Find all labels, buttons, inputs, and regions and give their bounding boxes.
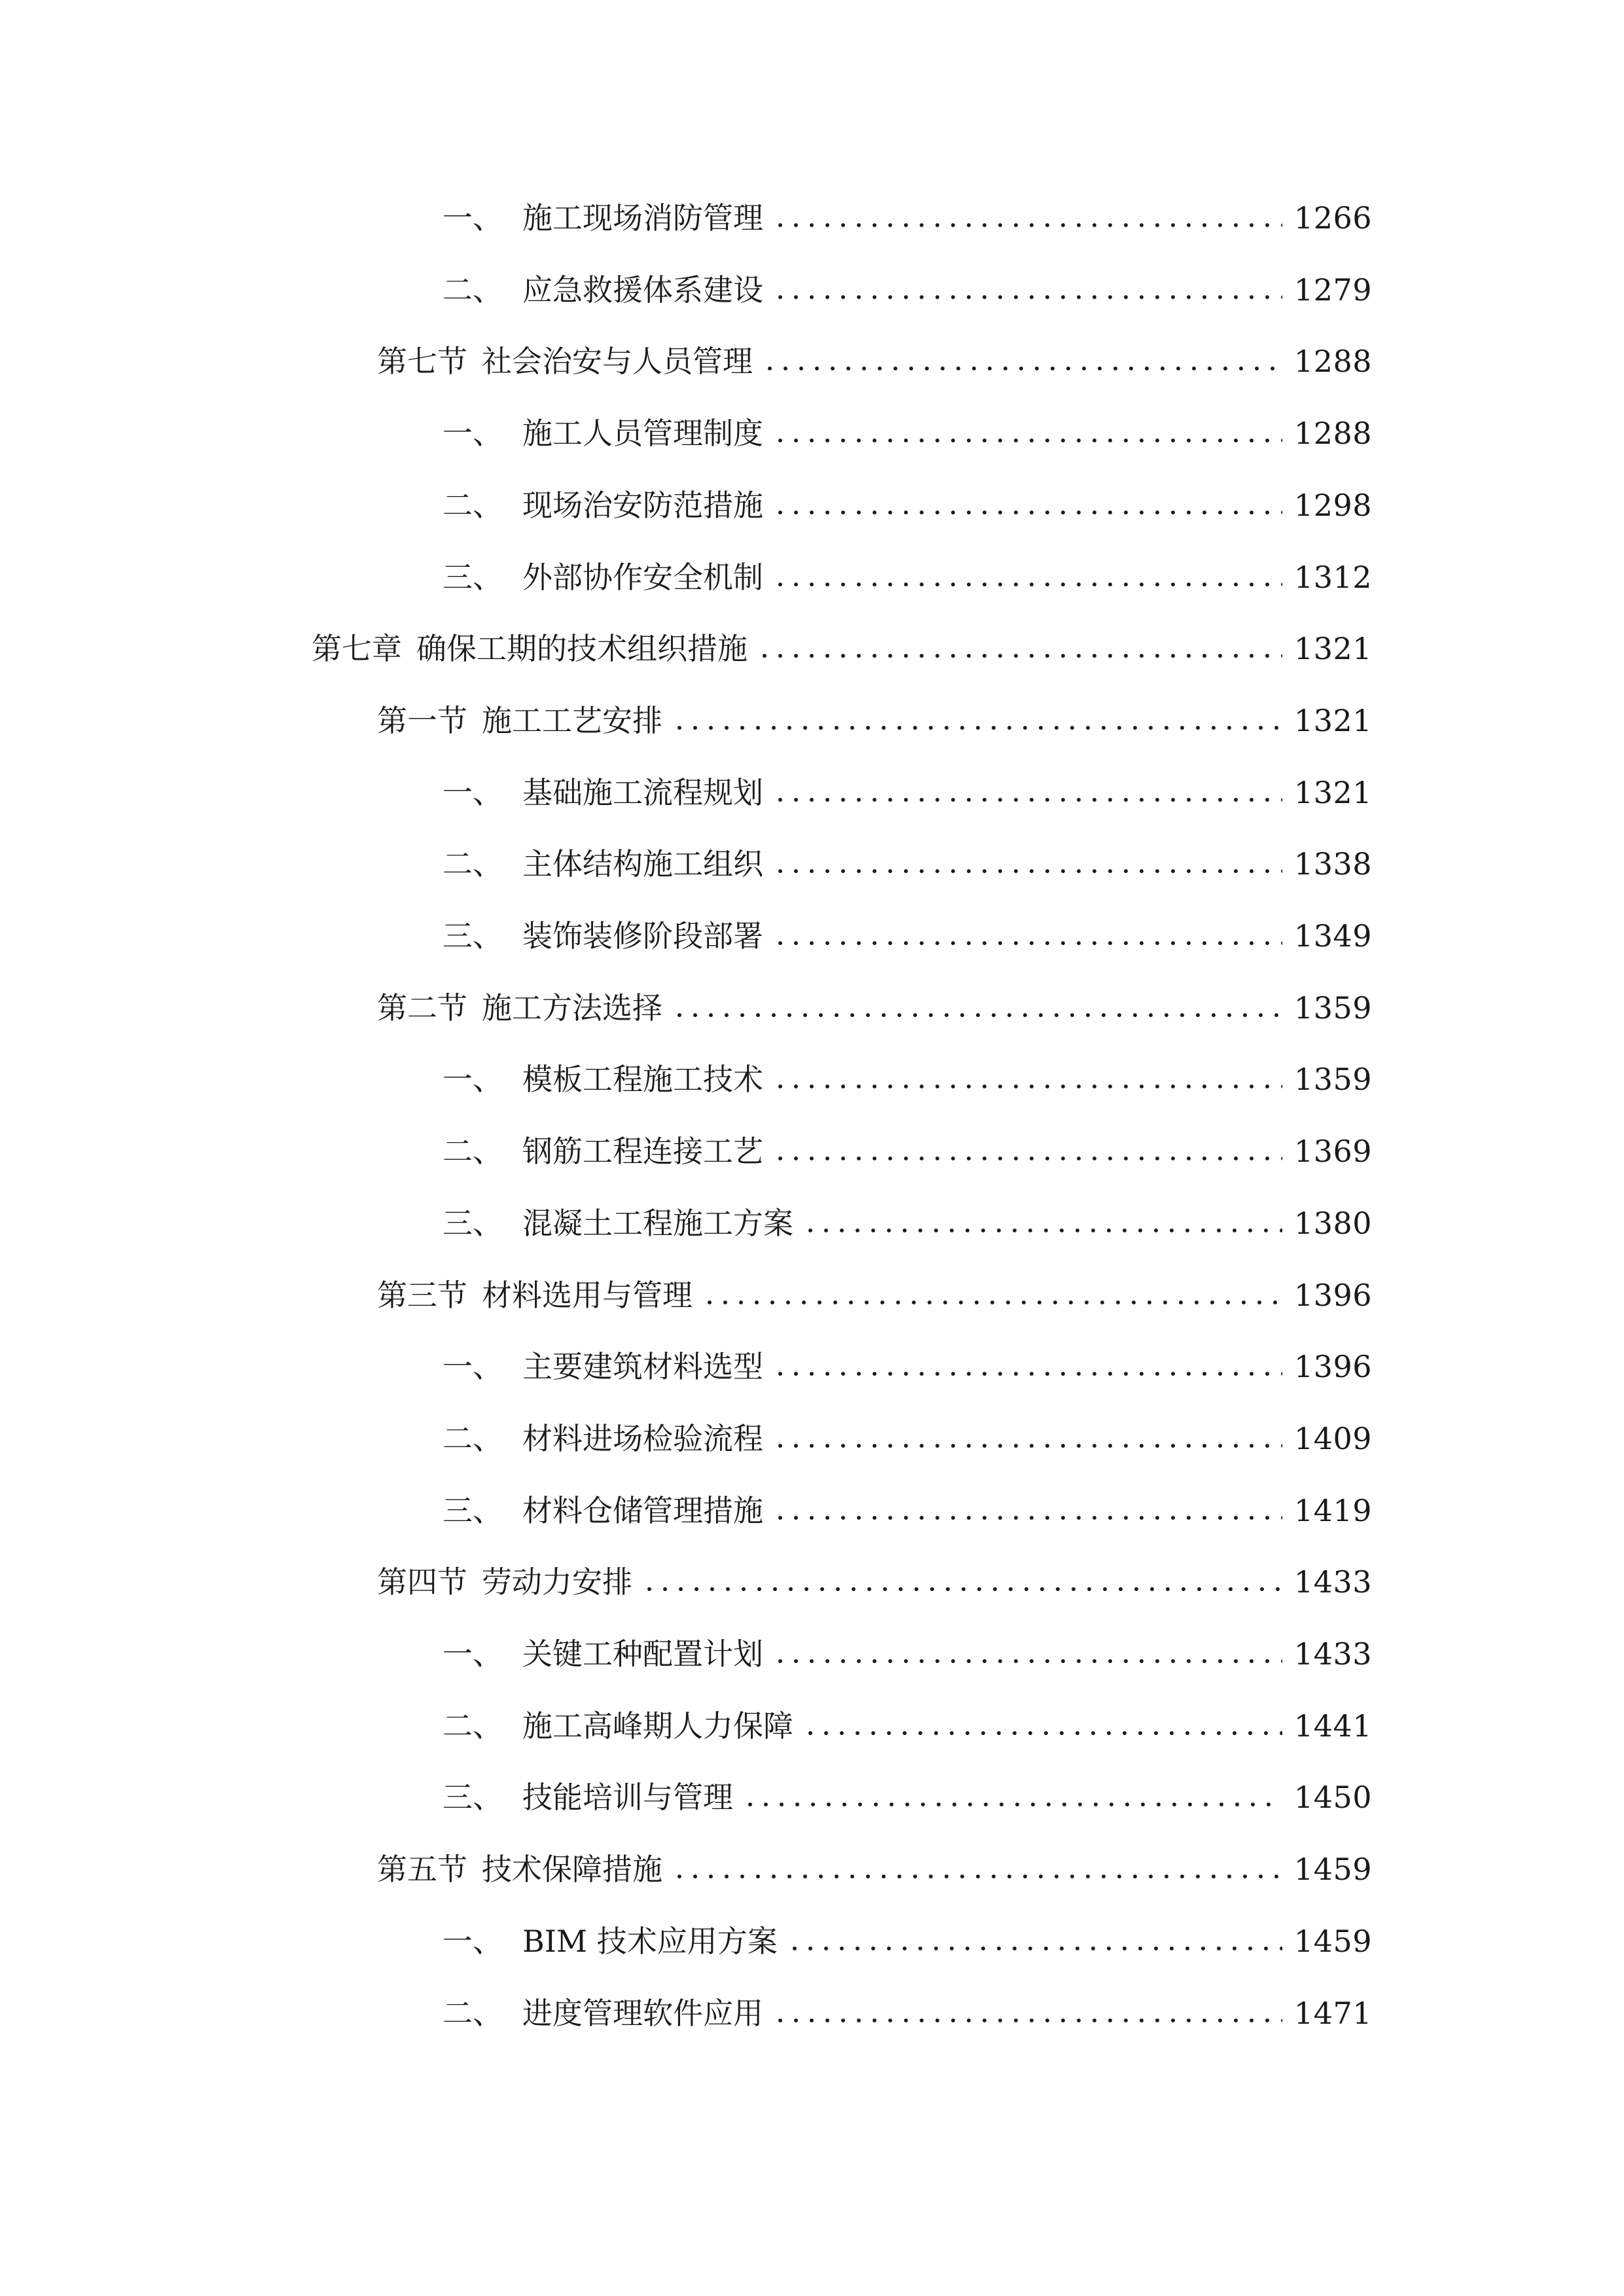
toc-entry[interactable] (442, 198, 1372, 238)
toc-entry-number: 第三节 (377, 1278, 467, 1313)
toc-entry-title: 应急救援体系建设 (522, 272, 763, 308)
toc-entry[interactable] (442, 270, 1372, 310)
toc-entry-number: 三、 (442, 1206, 503, 1241)
toc-entry[interactable] (442, 1419, 1372, 1458)
toc-entry-page-number: 1288 (1293, 344, 1372, 379)
toc-entry[interactable] (442, 916, 1372, 956)
toc-entry-title: 施工人员管理制度 (522, 416, 763, 451)
dot-leader (672, 1873, 1282, 1880)
toc-entry-number: 二、 (442, 1421, 503, 1456)
toc-entry-number: 二、 (442, 1708, 503, 1744)
toc-entry[interactable] (442, 1491, 1372, 1530)
toc-entry-label (377, 988, 662, 1028)
toc-entry-number: 三、 (442, 918, 503, 954)
dot-leader (772, 1515, 1282, 1521)
toc-entry-title: BIM 技术应用方案 (522, 1924, 778, 1959)
toc-entry-page-number: 1433 (1293, 1564, 1372, 1600)
toc-entry-label (442, 558, 763, 597)
dot-leader (772, 1658, 1282, 1664)
toc-entry-page-number: 1380 (1293, 1206, 1372, 1241)
toc-entry-page-number: 1321 (1293, 631, 1372, 666)
toc-entry-title: 模板工程施工技术 (522, 1062, 763, 1097)
toc-entry[interactable] (377, 1562, 1372, 1602)
toc-entry-label (442, 1634, 763, 1674)
toc-entry-title: 施工现场消防管理 (522, 200, 763, 236)
toc-entry-number: 三、 (442, 560, 503, 595)
toc-entry-page-number: 1409 (1293, 1421, 1372, 1456)
toc-entry-title: 施工高峰期人力保障 (522, 1708, 793, 1744)
toc-entry-number: 一、 (442, 1062, 503, 1097)
toc-entry-title: 材料选用与管理 (482, 1278, 693, 1313)
toc-entry-label (377, 1562, 632, 1602)
dot-leader (672, 1012, 1282, 1018)
toc-entry-title: 主要建筑材料选型 (522, 1349, 763, 1384)
toc-entry-page-number: 1266 (1293, 200, 1372, 236)
dot-leader (772, 437, 1282, 444)
toc-entry-number: 一、 (442, 200, 503, 236)
toc-entry-title: 技能培训与管理 (522, 1780, 733, 1815)
dot-leader (742, 1801, 1282, 1808)
toc-entry-title: 材料进场检验流程 (522, 1421, 763, 1456)
toc-entry-title: 钢筋工程连接工艺 (522, 1134, 763, 1169)
toc-entry-page-number: 1359 (1293, 1062, 1372, 1097)
toc-entry-label (377, 1850, 662, 1889)
toc-entry-label (442, 1060, 763, 1099)
toc-entry-number: 第一节 (377, 703, 467, 738)
toc-entry-number: 一、 (442, 1349, 503, 1384)
toc-entry-label (442, 198, 763, 238)
toc-entry-page-number: 1279 (1293, 272, 1372, 308)
toc-entry-page-number: 1321 (1293, 775, 1372, 810)
toc-entry-page-number: 1459 (1293, 1924, 1372, 1959)
toc-entry-title: 社会治安与人员管理 (482, 344, 753, 379)
toc-entry-label (442, 486, 763, 525)
toc-entry[interactable] (442, 1778, 1372, 1817)
toc-entry-number: 一、 (442, 775, 503, 810)
dot-leader (772, 797, 1282, 803)
toc-entry-title: 施工工艺安排 (482, 703, 662, 738)
toc-entry-number: 二、 (442, 272, 503, 308)
toc-entry-title: 材料仓储管理措施 (522, 1493, 763, 1528)
toc-entry-title: 基础施工流程规划 (522, 775, 763, 810)
toc-entry-title: 关键工种配置计划 (522, 1636, 763, 1672)
toc-entry[interactable] (442, 414, 1372, 453)
dot-leader (772, 940, 1282, 946)
toc-entry-page-number: 1433 (1293, 1636, 1372, 1672)
toc-entry-number: 二、 (442, 1134, 503, 1169)
toc-entry-title: 现场治安防范措施 (522, 488, 763, 523)
toc-entry-title: 劳动力安排 (482, 1564, 632, 1600)
toc-entry-label (442, 1922, 778, 1961)
dot-leader (772, 2017, 1282, 2024)
toc-entry-label (442, 414, 763, 453)
toc-entry-number: 三、 (442, 1780, 503, 1815)
toc-entry-label (377, 701, 662, 740)
toc-entry-label (442, 1706, 793, 1746)
toc-entry-label (442, 1419, 763, 1458)
toc-entry[interactable] (442, 1634, 1372, 1674)
dot-leader (772, 581, 1282, 588)
toc-entry-title: 技术保障措施 (482, 1852, 662, 1887)
toc-entry[interactable] (377, 342, 1372, 381)
toc-entry-number: 第二节 (377, 990, 467, 1026)
toc-entry-label (442, 916, 763, 956)
dot-leader (787, 1945, 1282, 1952)
toc-entry-label (442, 1778, 733, 1817)
toc-entry[interactable] (442, 1060, 1372, 1099)
toc-entry-number: 三、 (442, 1493, 503, 1528)
toc-entry-title: 进度管理软件应用 (522, 1996, 763, 2031)
toc-entry-title: 确保工期的技术组织措施 (416, 631, 748, 666)
toc-entry-number: 二、 (442, 846, 503, 882)
toc-entry-page-number: 1312 (1293, 560, 1372, 595)
toc-entry-page-number: 1471 (1293, 1996, 1372, 2031)
dot-leader (803, 1730, 1282, 1736)
toc-entry-number: 二、 (442, 488, 503, 523)
dot-leader (772, 222, 1282, 228)
toc-entry-page-number: 1338 (1293, 846, 1372, 882)
toc-entry-title: 施工方法选择 (482, 990, 662, 1026)
dot-leader (772, 1371, 1282, 1377)
dot-leader (641, 1586, 1282, 1592)
dot-leader (762, 365, 1282, 372)
toc-entry-label (442, 270, 763, 310)
toc-entry-page-number: 1419 (1293, 1493, 1372, 1528)
toc-entry-page-number: 1298 (1293, 488, 1372, 523)
toc-entry-label (377, 342, 753, 381)
toc-entry[interactable] (442, 1132, 1372, 1171)
toc-entry-page-number: 1459 (1293, 1852, 1372, 1887)
toc-entry[interactable] (442, 1994, 1372, 2033)
toc-entry-label (442, 1491, 763, 1530)
toc-entry-number: 一、 (442, 1636, 503, 1672)
toc-entry-page-number: 1441 (1293, 1708, 1372, 1744)
toc-entry[interactable] (442, 1706, 1372, 1746)
toc-entry-title: 混凝土工程施工方案 (522, 1206, 793, 1241)
toc-entry[interactable] (442, 1922, 1372, 1961)
toc-entry-label (442, 1994, 763, 2033)
toc-entry-page-number: 1396 (1293, 1349, 1372, 1384)
dot-leader (772, 868, 1282, 874)
toc-entry-page-number: 1321 (1293, 703, 1372, 738)
dot-leader (772, 1083, 1282, 1090)
dot-leader (772, 509, 1282, 516)
toc-entry-number: 第五节 (377, 1852, 467, 1887)
toc-entry-title: 主体结构施工组织 (522, 846, 763, 882)
toc-entry-label (312, 629, 748, 668)
toc-entry-page-number: 1450 (1293, 1780, 1372, 1815)
dot-leader (672, 725, 1282, 731)
toc-entry-label (442, 1204, 793, 1243)
toc-entry[interactable] (442, 844, 1372, 884)
dot-leader (757, 653, 1282, 659)
toc-entry[interactable] (377, 701, 1372, 740)
toc-entry-page-number: 1359 (1293, 990, 1372, 1026)
toc-entry[interactable] (442, 1347, 1372, 1386)
toc-entry-page-number: 1288 (1293, 416, 1372, 451)
toc-entry-page-number: 1369 (1293, 1134, 1372, 1169)
dot-leader (772, 294, 1282, 300)
toc-entry-title: 外部协作安全机制 (522, 560, 763, 595)
toc-entry-label (442, 844, 763, 884)
dot-leader (772, 1443, 1282, 1449)
toc-entry[interactable] (312, 629, 1372, 668)
toc-entry-label (442, 1347, 763, 1386)
toc-entry-number: 第七章 (312, 631, 402, 666)
toc-entry-number: 一、 (442, 1924, 503, 1959)
toc-entry[interactable] (442, 486, 1372, 525)
toc-entry[interactable] (377, 988, 1372, 1028)
dot-leader (772, 1155, 1282, 1162)
toc-entry-number: 第七节 (377, 344, 467, 379)
toc-entry[interactable] (442, 1204, 1372, 1243)
toc-entry-page-number: 1396 (1293, 1278, 1372, 1313)
toc-entry[interactable] (377, 1276, 1372, 1315)
toc-entry-page-number: 1349 (1293, 918, 1372, 954)
toc-entry-label (442, 1132, 763, 1171)
dot-leader (803, 1227, 1282, 1234)
toc-entry-title: 装饰装修阶段部署 (522, 918, 763, 954)
toc-entry-label (442, 773, 763, 812)
toc-entry[interactable] (442, 773, 1372, 812)
toc-entry[interactable] (377, 1850, 1372, 1889)
toc-entry-label (377, 1276, 693, 1315)
toc-entry-number: 一、 (442, 416, 503, 451)
dot-leader (702, 1299, 1282, 1306)
toc-entry-number: 第四节 (377, 1564, 467, 1600)
toc-entry-number: 二、 (442, 1996, 503, 2031)
toc-entry[interactable] (442, 558, 1372, 597)
